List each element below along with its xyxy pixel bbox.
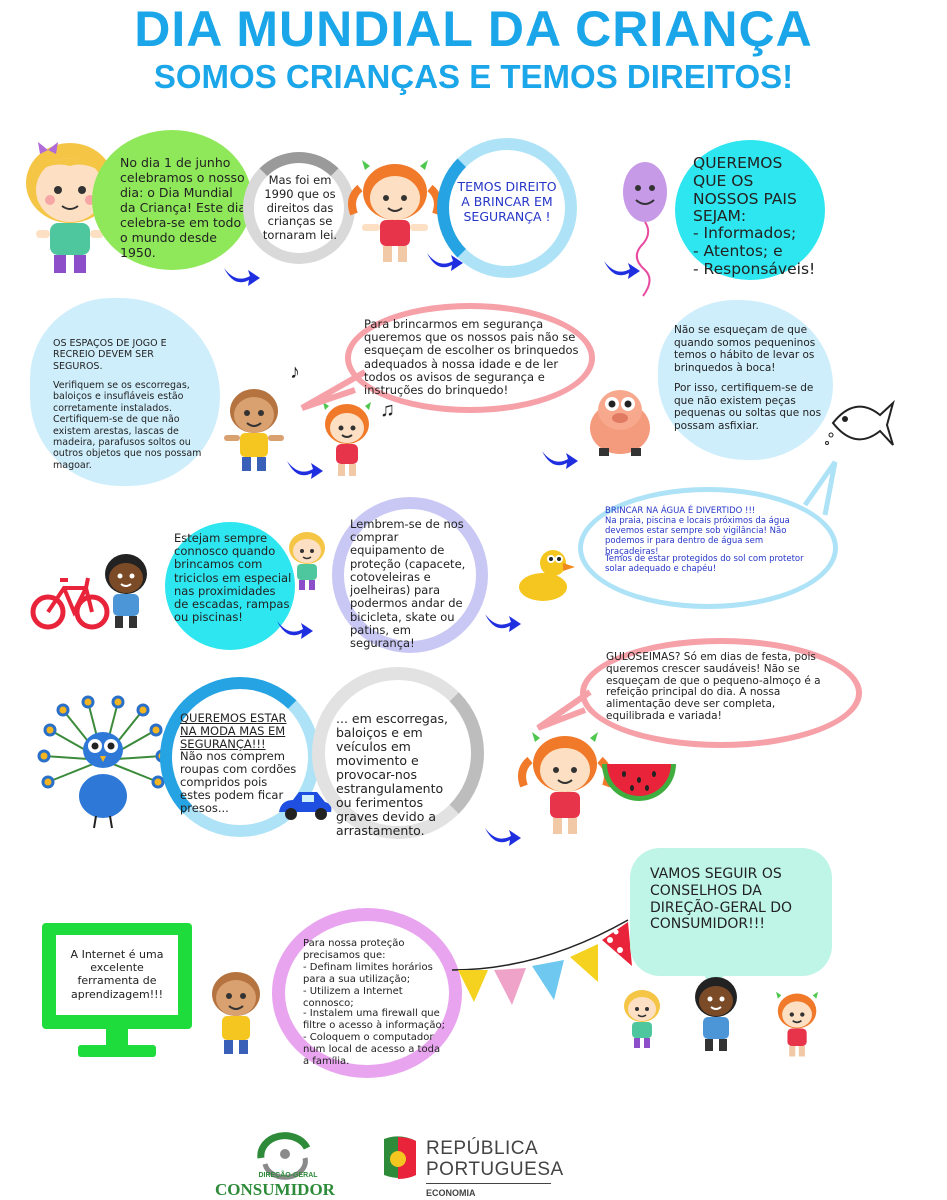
parents-item-informed: - Informados; <box>693 224 797 242</box>
republica-line-1: REPÚBLICA <box>426 1138 539 1159</box>
page-title: DIA MUNDIAL DA CRIANÇA <box>134 1 813 57</box>
speech-tail <box>300 370 370 410</box>
music-note-icon: ♪ <box>290 361 300 383</box>
bunting-illustration <box>450 910 640 1020</box>
right-to-play-text: TEMOS DIREITO A BRINCAR EM SEGURANÇA ! <box>457 179 557 224</box>
boy-dark-illustration <box>95 552 157 632</box>
duck-toy-illustration <box>513 545 575 603</box>
dgc-logo-icon <box>255 1132 315 1172</box>
parents-item-attentive: - Atentos; e <box>693 242 783 260</box>
republica-line-2: PORTUGUESA <box>426 1159 564 1180</box>
internet-rule-together: - Utilizem a Internet connosco; <box>303 986 403 1009</box>
blonde-girl-small-illustration <box>618 988 666 1052</box>
dgc-logo-name: CONSUMIDOR <box>215 1180 335 1199</box>
ministry-label: ECONOMIA <box>426 1188 476 1198</box>
redhead-girl-illustration <box>520 730 610 840</box>
intro-text: No dia 1 de junho celebramos o nosso dia: o Dia Mundial da Criança! Este dia celebra-se em todo o mundo desde 1950. <box>120 155 247 260</box>
blonde-girl-small-illustration <box>283 530 331 594</box>
internet-protection-heading: Para nossa proteção precisamos que: <box>303 938 405 961</box>
strangle-text: ... em escorregas, baloiços e em veículos em movimento e provocar-nos estrangulamento ou ferimentos graves devido a arrastamento. <box>336 711 449 838</box>
water-heading: BRINCAR NA ÁGUA É DIVERTIDO !!! <box>605 506 756 516</box>
computer-stand <box>106 1029 128 1045</box>
small-parts-text-1: Não se esqueçam de que quando somos pequeninos temos o hábito de levar os brinquedos à boca! <box>674 324 816 374</box>
footer-divider <box>426 1183 551 1184</box>
parents-heading: QUEREMOS QUE OS NOSSOS PAIS SEJAM: <box>693 154 797 226</box>
protection-gear-text: Lembrem-se de nos comprar equipamento de proteção (capacete, cotoveleiras e joelheiras) para podermos andar de bicicleta, skate ou patins, em segurança! <box>350 517 466 650</box>
arrow-icon <box>540 445 580 471</box>
arrow-icon <box>275 615 315 641</box>
boy-dark-illustration <box>685 975 747 1055</box>
page-subtitle: SOMOS CRIANÇAS E TEMOS DIREITOS! <box>153 58 794 95</box>
playground-heading: OS ESPAÇOS DE JOGO E RECREIO DEVEM SER SEGUROS. <box>53 338 167 372</box>
rights-year-text: Mas foi em 1990 que os direitos das crianças se tornaram lei. <box>262 173 338 243</box>
pig-toy-illustration <box>585 380 655 460</box>
toys-text: Para brincarmos em segurança queremos que os nossos pais não se esqueçam de escolher os brinquedos adequados à nossa idade e de ler todos os avisos de segurança e instruções do brinquedo! <box>364 317 579 398</box>
balloon-illustration <box>620 160 670 300</box>
arrow-icon <box>483 822 523 848</box>
internet-text: A Internet é uma excelente ferramenta de aprendizagem!!! <box>70 948 164 1001</box>
arrow-icon <box>222 262 262 288</box>
arrow-icon <box>483 608 523 634</box>
portugal-flag-logo-icon <box>380 1135 420 1181</box>
water-body: Na praia, piscina e locais próximos da água devemos estar sempre sob vigilância! Não podemos ir para dentro de água sem braçadeiras! <box>605 516 790 557</box>
watermelon-illustration <box>600 760 678 810</box>
sweets-text: GULOSEIMAS? Só em dias de festa, pois queremos crescer saudáveis! Não se esqueçam de que o pequeno-almoço é a refeição principal do dia. A nossa alimentação deve ser completa, equilibrada e variada! <box>606 651 821 722</box>
fashion-body: Não nos comprem roupas com cordões compridos pois estes podem ficar presos... <box>180 749 297 815</box>
redhead-girl-small-illustration <box>315 400 380 480</box>
parents-item-responsible: - Responsáveis! <box>693 260 816 278</box>
dgc-logo-small: DIREÇÃO-GERAL <box>258 1172 318 1179</box>
boy-illustration <box>200 968 272 1058</box>
speech-tail <box>535 690 595 730</box>
playground-body: Verifiquem se os escorregas, baloiços e insufláveis estão corretamente instalados. Certifiquem-se de que não existem arestas, lascas de madeira, parafusos soltos ou outros objetos que nos possam magoar. <box>53 380 202 471</box>
peacock-illustration <box>38 700 168 830</box>
stairs-text: Estejam sempre connosco quando brincamos com triciclos em especial nas proximidades de escadas, rampas ou piscinas! <box>174 531 292 625</box>
internet-rule-time: - Definam limites horários para a sua utilização; <box>303 962 433 985</box>
music-note-icon: ♫ <box>380 399 395 421</box>
redhead-girl-small-illustration <box>765 990 830 1060</box>
computer-base <box>78 1045 156 1057</box>
fish-illustration <box>825 385 895 455</box>
small-parts-text-2: Por isso, certifiquem-se de que não existem peças pequenas ou soltas que nos possam asfixiar. <box>674 382 822 432</box>
advice-text: VAMOS SEGUIR OS CONSELHOS DA DIREÇÃO-GERAL DO CONSUMIDOR!!! <box>650 866 793 933</box>
water-sun: Temos de estar protegidos do sol com protetor solar adequado e chapéu! <box>605 554 804 575</box>
fashion-heading: QUEREMOS ESTAR NA MODA MAS EM SEGURANÇA!!! <box>180 711 287 751</box>
internet-rule-firewall: - Instalem uma firewall que filtre o acesso à informação; <box>303 1008 445 1031</box>
internet-rule-location: - Coloquem o computador num local de acesso a toda a família. <box>303 1032 441 1067</box>
boy-illustration <box>218 385 290 475</box>
